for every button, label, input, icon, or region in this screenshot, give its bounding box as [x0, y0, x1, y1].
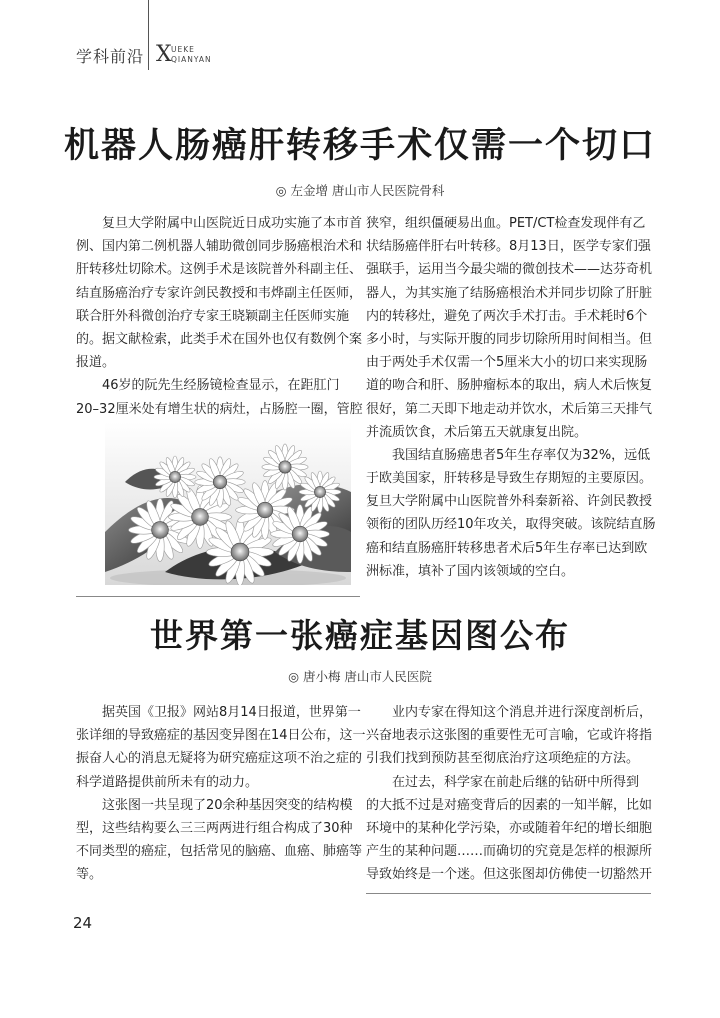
- text-line: 46岁的阮先生经肠镜检查显示，在距肛门: [76, 378, 340, 394]
- text-line: 由于两处手术仅需一个5厘米大小的切口来实现肠: [366, 355, 648, 371]
- article1-right-column: [366, 212, 656, 583]
- daisy-flower: [195, 457, 245, 507]
- text-line: 狭窄，组织僵硬易出血。PET/CT检查发现伴有乙: [366, 216, 646, 231]
- text-line: 领衔的团队历经10年攻关，取得突破。该院结直肠: [366, 517, 656, 533]
- article2-left-column: [76, 701, 366, 887]
- divider-rule-bottom: [366, 893, 651, 894]
- text-line: 业内专家在得知这个消息并进行深度剖析后，: [366, 705, 653, 720]
- text-line: 20–32厘米处有增生状的病灶，占肠腔一圈，管腔: [76, 401, 363, 417]
- text-line: 兴奋地表示这张图的重要性无可言喻，它或许将指: [366, 728, 653, 744]
- text-line: 于欧美国家，肝转移是导致生存期短的主要原因。: [366, 471, 653, 487]
- section-title: 学科前沿: [76, 47, 145, 66]
- text-line: 复旦大学附属中山医院近日成功实施了本市首: [76, 216, 363, 231]
- divider-rule: [76, 596, 360, 597]
- daisy-flower: [154, 456, 196, 498]
- text-line: 振奋人心的消息无疑将为研究癌症这项不治之症的: [76, 751, 363, 767]
- article2-title: 世界第一张癌症基因图公布: [150, 616, 570, 655]
- daisy-flower: [271, 505, 330, 564]
- text-line: 导致始终是一个迷。但这张图却仿佛使一切豁然开: [366, 867, 653, 883]
- text-line: 例、国内第二例机器人辅助微创同步肠癌根治术和: [76, 239, 363, 255]
- text-line: 器人，为其实施了结肠癌根治术并同步切除了肝脏: [366, 285, 653, 301]
- daisy-flower-photo: [105, 422, 351, 585]
- text-line: 引我们找到预防甚至彻底治疗这项绝症的方法。: [366, 751, 640, 767]
- text-line: 等。: [76, 867, 103, 883]
- article1-left-column: [76, 212, 363, 421]
- text-line: 型，这些结构要么三三两两进行组合构成了30种: [76, 820, 353, 836]
- article2-right-column: [366, 701, 656, 887]
- text-line: 环境中的某种化学污染，亦或随着年纪的增长细胞: [366, 820, 653, 836]
- text-line: 强联手，运用当今最尖端的微创技术——达芬奇机: [366, 262, 653, 278]
- text-line: 据英国《卫报》网站8月14日报道，世界第一: [76, 705, 361, 720]
- text-line: 复旦大学附属中山医院普外科秦新裕、许剑民教授: [366, 494, 653, 510]
- text-line: 结直肠癌治疗专家许剑民教授和韦烨副主任医师，: [76, 285, 363, 301]
- header-divider: [148, 0, 149, 70]
- text-line: 报道。: [76, 355, 116, 371]
- text-line: 洲标准，填补了国内该领域的空白。: [366, 563, 575, 579]
- text-line: 并流质饮食，术后第五天就康复出院。: [366, 424, 588, 440]
- text-line: 内的转移灶，避免了两次手术打击。手术耗时6个: [366, 308, 648, 324]
- daisy-flower: [299, 471, 341, 513]
- text-line: 多小时，与实际开腹的同步切除所用时间相当。但: [366, 331, 653, 347]
- text-line: 在过去，科学家在前赴后继的钻研中所得到: [366, 774, 640, 790]
- article2-author: ◎ 唐小梅 唐山市人民医院: [288, 669, 432, 684]
- text-line: 道的吻合和肝、肠肿瘤标本的取出，病人术后恢复: [366, 378, 653, 394]
- text-line: 张详细的导致癌症的基因变异图在14日公布，这一: [76, 728, 366, 744]
- text-line: 产生的某种问题……而确切的究竟是怎样的根源所: [366, 844, 653, 860]
- text-line: 很好，第二天即下地走动并饮水，术后第三天排气: [366, 401, 653, 417]
- text-line: 的。据文献检索，此类手术在国外也仅有数例个案: [76, 331, 363, 347]
- page-number: 24: [73, 914, 93, 932]
- text-line: 不同类型的癌症，包括常见的脑癌、血癌、肺癌等: [76, 844, 363, 860]
- section-logo-letter: X: [156, 42, 172, 67]
- text-line: 联合肝外科微创治疗专家王晓颖副主任医师实施: [76, 308, 350, 324]
- text-line: 这张图一共呈现了20余种基因突变的结构模: [76, 797, 353, 813]
- article1-title: 机器人肠癌肝转移手术仅需一个切口: [63, 125, 656, 166]
- article1-author: ◎ 左金增 唐山市人民医院骨科: [275, 183, 445, 198]
- section-logo-line1: UEKE: [171, 45, 195, 54]
- text-line: 科学道路提供前所未有的动力。: [76, 774, 259, 790]
- text-line: 我国结直肠癌患者5年生存率仅为32%，远低: [366, 447, 651, 463]
- text-line: 肝转移灶切除术。这例手术是该院普外科副主任、: [76, 262, 363, 278]
- text-line: 癌和结直肠癌肝转移患者术后5年生存率已达到欧: [366, 540, 648, 556]
- text-line: 状结肠癌伴肝右叶转移。8月13日，医学专家们强: [366, 239, 651, 255]
- section-logo-line2: QIANYAN: [171, 55, 212, 64]
- text-line: 的大抵不过是对癌变背后的因素的一知半解，比如: [366, 797, 653, 813]
